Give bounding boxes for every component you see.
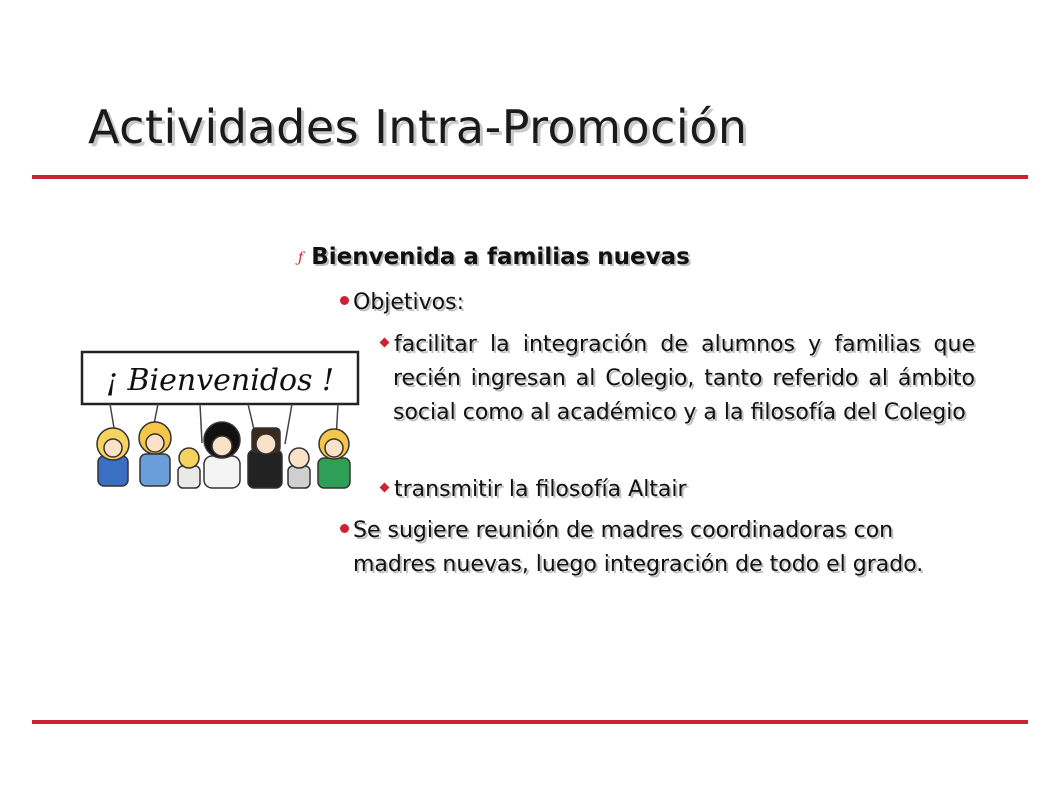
- objective-item-2: [377, 473, 975, 507]
- objective-item-1-text: facilitar la integración de alumnos y familias que recién ingresan al Colegio, tanto referido al ámbito social como al académico y a la filosofía del Colegio: [393, 332, 975, 425]
- illustration: [80, 348, 360, 498]
- top-divider: [32, 175, 1028, 179]
- round-bullet-icon: [340, 524, 349, 533]
- cartoon-children-welcome-illustration-icon: [80, 348, 360, 498]
- diamond-bullet-icon: [380, 483, 390, 493]
- heading-marker: ƒ: [298, 250, 304, 266]
- objectives-label: [340, 288, 980, 318]
- diamond-bullet-icon: [380, 338, 390, 348]
- slide-title: Actividades Intra-Promoción: [88, 100, 748, 154]
- objective-item-2-text: transmitir la filosofía Altair: [394, 477, 687, 502]
- suggestion: [340, 514, 960, 582]
- objective-item-1: [377, 328, 975, 430]
- objectives-label-text: Objetivos:: [353, 290, 465, 315]
- bottom-divider: [32, 720, 1028, 724]
- round-bullet-icon: [340, 296, 349, 305]
- heading-text: Bienvenida a familias nuevas: [311, 244, 690, 270]
- heading-bienvenida: [298, 244, 690, 270]
- suggestion-text: Se sugiere reunión de madres coordinadoras con madres nuevas, luego integración de todo el grado.: [353, 518, 924, 577]
- banner-text: ¡ Bienvenidos !: [105, 363, 335, 398]
